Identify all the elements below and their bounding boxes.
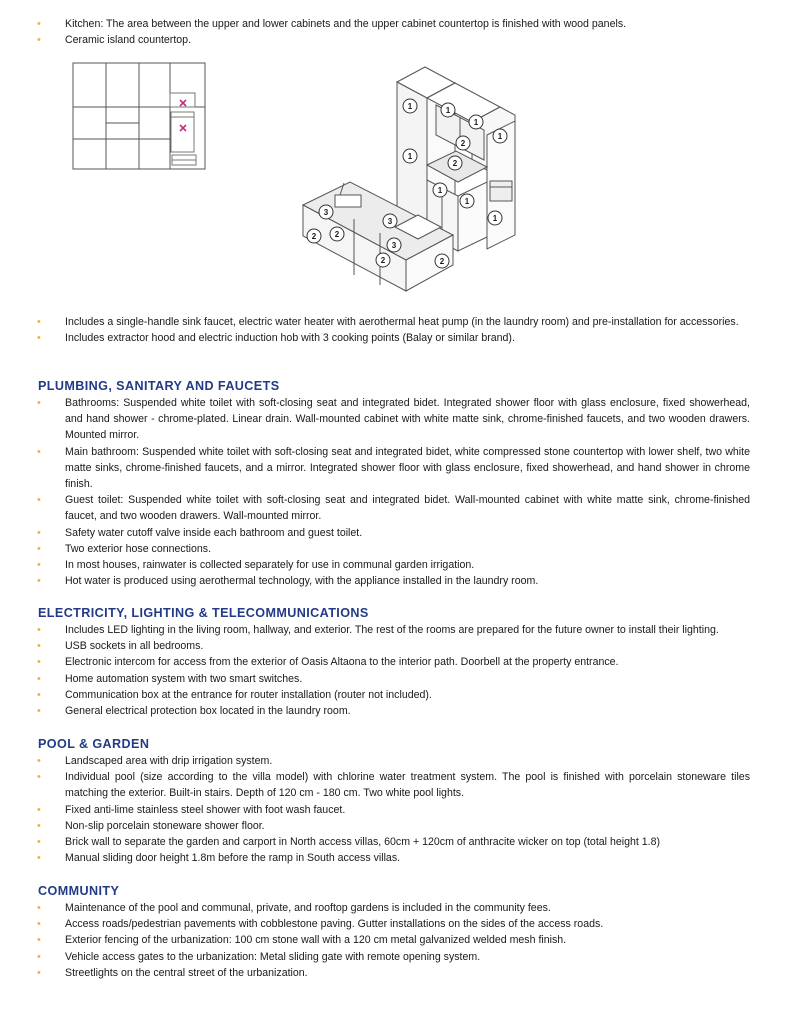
bullet-icon: • bbox=[37, 34, 41, 47]
community-list bbox=[0, 900, 800, 981]
pool-list bbox=[0, 753, 800, 866]
bullet-icon: • bbox=[37, 836, 41, 849]
list-item-text: In most houses, rainwater is collected separately for use in communal garden irrigation. bbox=[65, 559, 475, 572]
svg-text:1: 1 bbox=[492, 214, 498, 223]
bullet-icon: • bbox=[37, 445, 41, 458]
list-item-text: Includes extractor hood and electric induction hob with 3 cooking points (Balay or similar brand). bbox=[65, 332, 515, 345]
section-title: COMMUNITY bbox=[38, 884, 120, 898]
list-item bbox=[0, 525, 800, 541]
bullet-icon: • bbox=[37, 819, 41, 832]
svg-text:1: 1 bbox=[473, 118, 479, 127]
callout-3 bbox=[383, 214, 397, 228]
community-section bbox=[0, 882, 800, 981]
list-item-text: Brick wall to separate the garden and carport in North access villas, 60cm + 120cm of anthracite wicker on top (total height 1.8) bbox=[65, 836, 661, 849]
list-item bbox=[0, 32, 800, 48]
list-item bbox=[0, 769, 800, 801]
list-item bbox=[0, 541, 800, 557]
list-item-text: Fixed anti-lime stainless steel shower with foot wash faucet. bbox=[65, 803, 346, 816]
list-item bbox=[0, 492, 800, 524]
callout-2 bbox=[307, 229, 321, 243]
bullet-icon: • bbox=[37, 705, 41, 718]
list-item bbox=[0, 573, 800, 589]
list-item bbox=[0, 395, 800, 444]
bullet-icon: • bbox=[37, 688, 41, 701]
bullet-icon: • bbox=[37, 803, 41, 816]
list-item-text: USB sockets in all bedrooms. bbox=[65, 640, 204, 653]
list-item bbox=[0, 638, 800, 654]
list-item bbox=[0, 818, 800, 834]
bullet-icon: • bbox=[37, 624, 41, 636]
kitchen-list bbox=[0, 16, 800, 48]
callout-1 bbox=[460, 194, 474, 208]
list-item-text: Individual pool (size according to the villa model) with chlorine water treatment system. The pool is finished with porcelain stoneware tiles matching the exterior. Built-in stairs. Depth of 120 cm - 180 cm. Two white pool lights. bbox=[65, 771, 750, 800]
bullet-icon: • bbox=[37, 494, 41, 507]
bullet-icon: • bbox=[37, 852, 41, 865]
bullet-icon: • bbox=[37, 672, 41, 685]
list-item bbox=[0, 314, 800, 330]
svg-text:1: 1 bbox=[497, 132, 503, 141]
bullet-icon: • bbox=[37, 18, 41, 30]
list-item bbox=[0, 444, 800, 493]
bullet-icon: • bbox=[37, 316, 41, 328]
section-title: ELECTRICITY, LIGHTING & TELECOMMUNICATIONS bbox=[38, 606, 369, 620]
list-item bbox=[0, 949, 800, 965]
list-item bbox=[0, 850, 800, 866]
bullet-icon: • bbox=[37, 542, 41, 555]
kitchen-drawings-svg bbox=[0, 55, 800, 305]
list-item bbox=[0, 932, 800, 948]
list-item-text: Includes LED lighting in the living room, hallway, and exterior. The rest of the rooms are prepared for the future owner to install their lighting. bbox=[65, 624, 719, 636]
bullet-icon: • bbox=[37, 397, 41, 409]
bullet-icon: • bbox=[37, 332, 41, 345]
bullet-icon: • bbox=[37, 755, 41, 767]
kitchen-elevation-drawing bbox=[73, 63, 205, 169]
list-item-text: Non-slip porcelain stoneware shower floor. bbox=[65, 819, 265, 832]
svg-text:1: 1 bbox=[407, 102, 413, 111]
callout-1 bbox=[488, 211, 502, 225]
list-item-text: Landscaped area with drip irrigation system. bbox=[65, 755, 273, 767]
list-item-text: Main bathroom: Suspended white toilet with soft-closing seat and integrated bidet, white compressed stone countertop with lower shelf, two white matte sinks, chrome-finished faucets, and a mirror. Integrated shower floor with glass enclosure, fixed showerhead, and hand shower in chrome finish. bbox=[65, 445, 750, 491]
section-title: POOL & GARDEN bbox=[38, 737, 150, 751]
list-item bbox=[0, 16, 800, 32]
callout-2 bbox=[330, 227, 344, 241]
callout-3 bbox=[387, 238, 401, 252]
list-item bbox=[0, 753, 800, 769]
list-item bbox=[0, 900, 800, 916]
list-item bbox=[0, 916, 800, 932]
list-item bbox=[0, 557, 800, 573]
list-item-text: Exterior fencing of the urbanization: 100 cm stone wall with a 120 cm metal galvanized welded mesh finish. bbox=[65, 934, 567, 947]
list-item-text: Hot water is produced using aerothermal technology, with the appliance installed in the laundry room. bbox=[65, 575, 539, 588]
svg-text:1: 1 bbox=[437, 186, 443, 195]
list-item-text: Vehicle access gates to the urbanization: Metal sliding gate with remote opening system. bbox=[65, 950, 481, 963]
bullet-icon: • bbox=[37, 950, 41, 963]
list-item-text: Kitchen: The area between the upper and lower cabinets and the upper cabinet countertop is finished with wood panels. bbox=[65, 18, 627, 30]
bullet-icon: • bbox=[37, 656, 41, 669]
callout-2 bbox=[456, 136, 470, 150]
svg-text:1: 1 bbox=[407, 152, 413, 161]
list-item bbox=[0, 671, 800, 687]
svg-text:2: 2 bbox=[452, 159, 458, 168]
list-item-text: Communication box at the entrance for router installation (router not included). bbox=[65, 688, 432, 701]
list-item-text: Safety water cutoff valve inside each bathroom and guest toilet. bbox=[65, 526, 363, 539]
bullet-icon: • bbox=[37, 771, 41, 784]
svg-text:1: 1 bbox=[464, 197, 470, 206]
list-item-text: Ceramic island countertop. bbox=[65, 34, 192, 47]
list-item-text: Access roads/pedestrian pavements with cobblestone paving. Gutter installations on the sides of the access roads. bbox=[65, 918, 604, 931]
list-item-text: Home automation system with two smart switches. bbox=[65, 672, 303, 685]
bullet-icon: • bbox=[37, 934, 41, 947]
svg-text:2: 2 bbox=[380, 256, 386, 265]
svg-text:2: 2 bbox=[439, 257, 445, 266]
callout-2 bbox=[435, 254, 449, 268]
list-item bbox=[0, 687, 800, 703]
list-item-text: General electrical protection box located in the laundry room. bbox=[65, 705, 351, 718]
list-item-text: Electronic intercom for access from the exterior of Oasis Altaona to the interior path. Doorbell at the property entrance. bbox=[65, 656, 619, 669]
bullet-icon: • bbox=[37, 640, 41, 653]
bullet-icon: • bbox=[37, 559, 41, 572]
callout-3 bbox=[319, 205, 333, 219]
hob-marker-icon bbox=[180, 100, 186, 131]
bullet-icon: • bbox=[37, 902, 41, 914]
list-item bbox=[0, 703, 800, 719]
svg-text:2: 2 bbox=[311, 232, 317, 241]
list-item bbox=[0, 802, 800, 818]
callout-1 bbox=[403, 149, 417, 163]
callout-2 bbox=[448, 156, 462, 170]
bullet-icon: • bbox=[37, 575, 41, 588]
callout-1 bbox=[441, 103, 455, 117]
kitchen-extras-list bbox=[0, 314, 800, 346]
list-item bbox=[0, 654, 800, 670]
list-item bbox=[0, 834, 800, 850]
callout-1 bbox=[493, 129, 507, 143]
list-item bbox=[0, 965, 800, 981]
list-item-text: Two exterior hose connections. bbox=[65, 542, 212, 555]
svg-text:2: 2 bbox=[334, 230, 340, 239]
callout-1 bbox=[433, 183, 447, 197]
bullet-icon: • bbox=[37, 918, 41, 931]
svg-text:3: 3 bbox=[387, 217, 393, 226]
pool-section bbox=[0, 735, 800, 866]
svg-text:1: 1 bbox=[445, 106, 451, 115]
svg-text:3: 3 bbox=[323, 208, 329, 217]
svg-text:3: 3 bbox=[391, 241, 397, 250]
list-item-text: Bathrooms: Suspended white toilet with soft-closing seat and integrated bidet. Integrated shower floor with glass enclosure, fixed showerhead, and hand shower - chrome-plated. Linear drain. Wall-mounted cabinet with white matte sink, chrome-finished faucets, and two wooden drawers. Mounted mirror. bbox=[65, 397, 750, 442]
list-item-text: Streetlights on the central street of the urbanization. bbox=[65, 966, 308, 979]
plumbing-section bbox=[0, 377, 800, 589]
list-item-text: Guest toilet: Suspended white toilet with soft-closing seat and integrated bidet. Wall-mounted cabinet with white matte sink, chrome-finished faucet, and two wooden drawers. Wall-mounted mirror. bbox=[65, 494, 750, 523]
list-item bbox=[0, 622, 800, 638]
callout-1 bbox=[469, 115, 483, 129]
list-item-text: Maintenance of the pool and communal, private, and rooftop gardens is included in the community fees. bbox=[65, 902, 551, 914]
callout-2 bbox=[376, 253, 390, 267]
section-title: PLUMBING, SANITARY AND FAUCETS bbox=[38, 379, 280, 393]
callout-1 bbox=[403, 99, 417, 113]
plumbing-list bbox=[0, 395, 800, 589]
list-item bbox=[0, 330, 800, 346]
list-item-text: Manual sliding door height 1.8m before the ramp in South access villas. bbox=[65, 852, 401, 865]
electricity-section bbox=[0, 604, 800, 719]
kitchen-drawings bbox=[0, 55, 800, 305]
svg-text:2: 2 bbox=[460, 139, 466, 148]
bullet-icon: • bbox=[37, 526, 41, 539]
electricity-list bbox=[0, 622, 800, 719]
bullet-icon: • bbox=[37, 966, 41, 979]
list-item-text: Includes a single-handle sink faucet, electric water heater with aerothermal heat pump (in the laundry room) and pre-installation for accessories. bbox=[65, 316, 739, 328]
